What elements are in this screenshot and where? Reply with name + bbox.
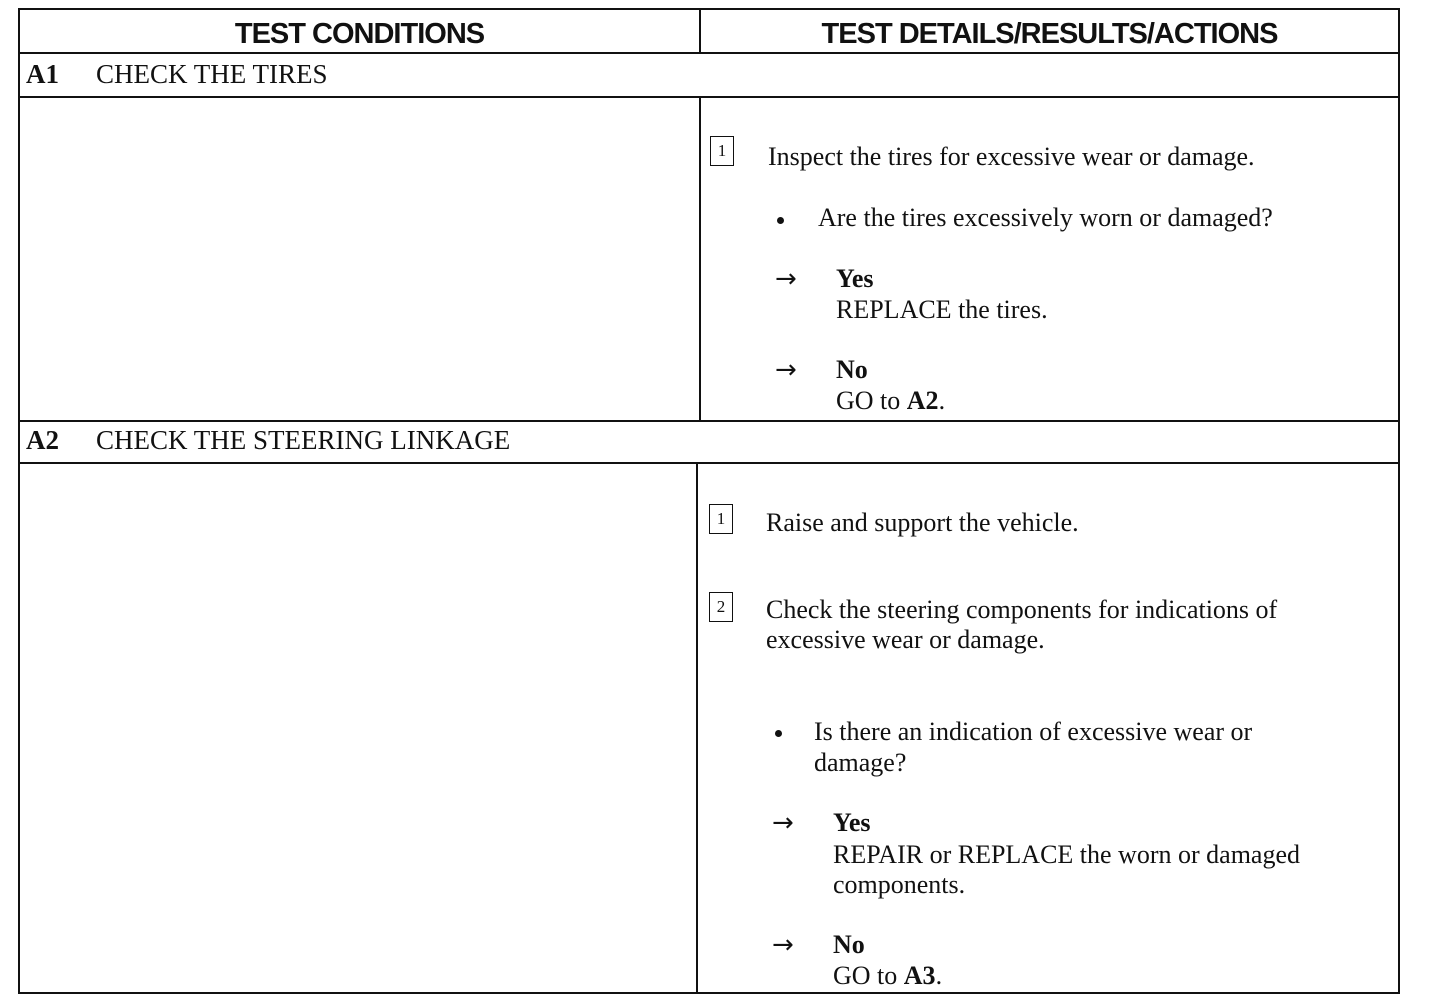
question-line-1: Is there an indication of excessive wear or bbox=[814, 717, 1253, 746]
yes-action-line-2: components. bbox=[833, 870, 966, 899]
yes-action-line-1: REPAIR or REPLACE the worn or damaged bbox=[833, 840, 1300, 869]
a2-top-rule bbox=[20, 420, 1398, 422]
no-action bbox=[833, 961, 942, 991]
step-text-line-1: Check the steering components for indications of bbox=[766, 595, 1278, 624]
step-number-box: 2 bbox=[709, 592, 733, 622]
a1-column-divider bbox=[699, 96, 701, 422]
step-text: Raise and support the vehicle. bbox=[766, 508, 1079, 537]
step-text-line-2: excessive wear or damage. bbox=[766, 625, 1045, 654]
section-code: A2 bbox=[26, 425, 59, 455]
no-action-suffix: . bbox=[938, 386, 946, 415]
no-label: No bbox=[836, 355, 868, 384]
header-test-conditions: TEST CONDITIONS bbox=[234, 18, 485, 50]
goto-target: A2 bbox=[906, 386, 939, 415]
a1-title-rule bbox=[20, 96, 1398, 98]
step-number-box: 1 bbox=[709, 504, 733, 534]
goto-target: A3 bbox=[903, 961, 936, 990]
section-title: CHECK THE TIRES bbox=[96, 59, 328, 89]
no-action-prefix: GO to bbox=[833, 961, 898, 990]
right-arrow-icon: → bbox=[775, 355, 797, 385]
no-label: No bbox=[833, 930, 865, 959]
section-title: CHECK THE STEERING LINKAGE bbox=[96, 425, 511, 455]
diagnostic-table bbox=[18, 8, 1400, 994]
question-line-2: damage? bbox=[814, 748, 907, 777]
a2-title-rule bbox=[20, 462, 1398, 464]
section-code: A1 bbox=[26, 59, 59, 89]
header-test-details: TEST DETAILS/RESULTS/ACTIONS bbox=[821, 18, 1278, 50]
section-a1-title-row bbox=[26, 58, 328, 90]
no-action-suffix: . bbox=[935, 961, 943, 990]
yes-label: Yes bbox=[836, 264, 874, 293]
no-action bbox=[836, 386, 945, 416]
a2-column-divider bbox=[696, 462, 698, 992]
yes-action: REPLACE the tires. bbox=[836, 295, 1048, 324]
yes-label: Yes bbox=[833, 808, 871, 837]
right-arrow-icon: → bbox=[772, 930, 794, 960]
right-arrow-icon: → bbox=[772, 808, 794, 838]
step-number-box: 1 bbox=[710, 136, 734, 166]
bullet-icon bbox=[775, 730, 782, 737]
right-arrow-icon: → bbox=[775, 264, 797, 294]
no-action-prefix: GO to bbox=[836, 386, 901, 415]
section-a2-title-row bbox=[26, 424, 510, 456]
question-text: Are the tires excessively worn or damaged? bbox=[818, 203, 1273, 232]
step-text: Inspect the tires for excessive wear or damage. bbox=[768, 142, 1255, 171]
bullet-icon bbox=[777, 217, 784, 224]
